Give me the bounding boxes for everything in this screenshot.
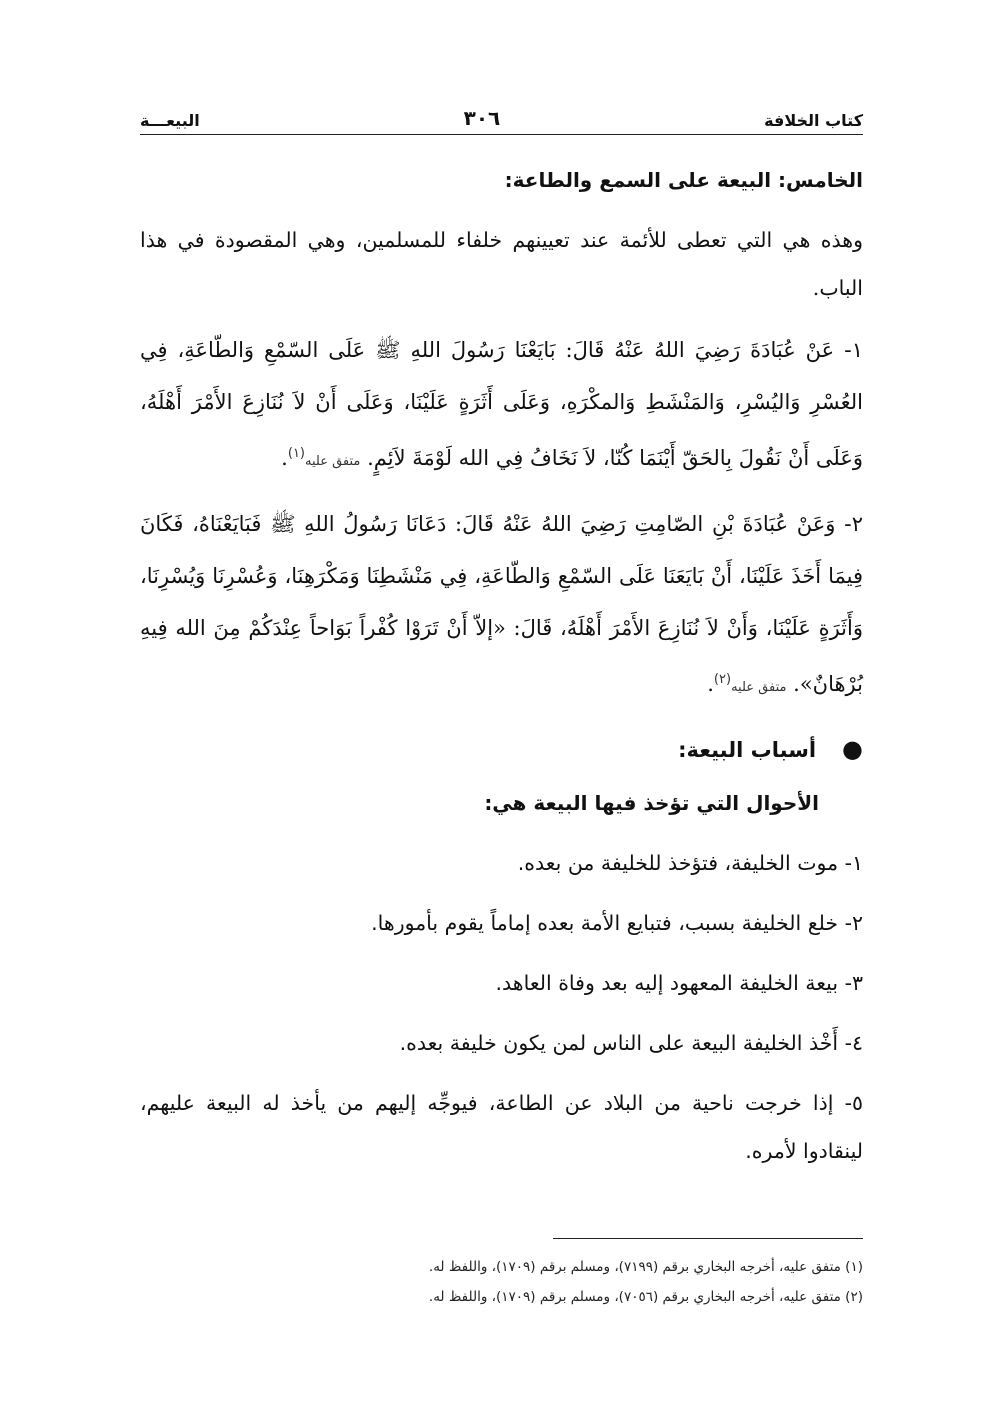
page-body bbox=[140, 158, 863, 1187]
causes-heading bbox=[140, 724, 863, 775]
hadith-text: عَنْ عُبَادَةَ رَضِيَ اللهُ عَنْهُ قَالَ: بَايَعْنَا رَسُولَ اللهِ ﷺ عَلَى السّمْعِ وَالطّاعَةِ، فِي العُسْرِ وَاليُسْرِ، وَالمَنْشَطِ وَالمكْرَهِ، وَعَلَى أَثَرَةٍ عَلَيْنَا، وَعَلَى أَنْ لاَ نُنَازِعَ الأَمْرَ أَهْلَهُ، وَعَلَى أَنْ نَقُولَ بِالحَقّ أَيْنَمَا كُنّا، لاَ نَخَافُ فِي الله لَوْمَةَ لاَئِمٍ. bbox=[140, 338, 863, 470]
hadith-number: ١- bbox=[844, 338, 863, 362]
list-item: ٥- إذا خرجت ناحية من البلاد عن الطاعة، فيوجِّه إليهم من يأخذ له البيعة عليهم، لينقادوا لأمره. bbox=[140, 1091, 863, 1163]
footnote-ref[interactable]: (١) bbox=[287, 446, 305, 461]
footnote-divider bbox=[553, 1238, 863, 1239]
footnote-1: (١) متفق عليه، أخرجه البخاري برقم (٧١٩٩)، ومسلم برقم (١٧٠٩)، واللفظ له. bbox=[428, 1259, 863, 1275]
header-section: البيعـــة bbox=[140, 111, 200, 130]
list-item: ١- موت الخليفة، فتؤخذ للخليفة من بعده. bbox=[517, 851, 863, 875]
section-title: الخامس: البيعة على السمع والطاعة: bbox=[504, 168, 863, 192]
footnotes bbox=[140, 1252, 863, 1312]
causes-subheading: الأحوال التي تؤخذ فيها البيعة هي: bbox=[484, 791, 819, 815]
intro-paragraph: وهذه هي التي تعطى للأئمة عند تعيينهم خلفاء للمسلمين، وهي المقصودة في هذا الباب. bbox=[140, 228, 863, 300]
bullet-dot-icon: ● bbox=[842, 735, 863, 763]
hadith-1: ١- عَنْ عُبَادَةَ رَضِيَ اللهُ عَنْهُ قَالَ: بَايَعْنَا رَسُولَ اللهِ ﷺ عَلَى السّمْعِ وَالطّاعَةِ، فِي العُسْرِ وَاليُسْرِ، وَالمَنْشَطِ وَالمكْرَهِ، وَعَلَى أَثَرَةٍ عَلَيْنَا، وَعَلَى أَنْ لاَ نُنَازِعَ الأَمْرَ أَهْلَهُ، وَعَلَى أَنْ نَقُولَ بِالحَقّ أَيْنَمَا كُنّا، لاَ نَخَافُ فِي الله لَوْمَةَ لاَئِمٍ. متفق عليه$^{(١)}$. bbox=[140, 338, 863, 470]
list-item: ٤- أَخْذ الخليفة البيعة على الناس لمن يكون خليفة بعده. bbox=[399, 1031, 863, 1055]
footnote-2: (٢) متفق عليه، أخرجه البخاري برقم (٧٠٥٦)، ومسلم برقم (١٧٠٩)، واللفظ له. bbox=[428, 1289, 863, 1305]
hadith-source: متفق عليه bbox=[731, 680, 787, 695]
page-number: ٣٠٦ bbox=[463, 106, 501, 130]
hadith-text: وَعَنْ عُبَادَةَ بْنِ الصّامِتِ رَضِيَ اللهُ عَنْهُ قَالَ: دَعَانَا رَسُولُ اللهِ ﷺ فَبَايَعْنَاهُ، فَكَانَ فِيمَا أَخَذَ عَلَيْنَا، أَنْ بَايَعَنَا عَلَى السّمْعِ وَالطّاعَةِ، فِي مَنْشَطِنَا وَمَكْرَهِنَا، وَعُسْرِنَا وَيُسْرِنَا، وَأَثَرَةٍ عَلَيْنَا، وَأَنْ لاَ نُنَازِعَ الأَمْرَ أَهْلَهُ، قَالَ: «إلاّ أَنْ تَرَوْا كُفْراً بَوَاحاً عِنْدَكُمْ مِنَ الله فِيهِ بُرْهَانٌ». bbox=[140, 512, 863, 696]
causes-heading-text: أسباب البيعة: bbox=[678, 738, 817, 762]
header-book-title: كتاب الخلافة bbox=[764, 111, 863, 130]
hadith-source: متفق عليه bbox=[305, 454, 361, 469]
running-header bbox=[140, 100, 863, 135]
hadith-number: ٢- bbox=[844, 512, 863, 536]
footnote-ref[interactable]: (٢) bbox=[713, 672, 732, 687]
hadith-2: ٢- وَعَنْ عُبَادَةَ بْنِ الصّامِتِ رَضِيَ اللهُ عَنْهُ قَالَ: دَعَانَا رَسُولُ اللهِ ﷺ فَبَايَعْنَاهُ، فَكَانَ فِيمَا أَخَذَ عَلَيْنَا، أَنْ بَايَعَنَا عَلَى السّمْعِ وَالطّاعَةِ، فِي مَنْشَطِنَا وَمَكْرَهِنَا، وَعُسْرِنَا وَيُسْرِنَا، وَأَثَرَةٍ عَلَيْنَا، وَأَنْ لاَ نُنَازِعَ الأَمْرَ أَهْلَهُ، قَالَ: «إلاّ أَنْ تَرَوْا كُفْراً بَوَاحاً عِنْدَكُمْ مِنَ الله فِيهِ بُرْهَانٌ». متفق عليه$^{(٢)}$. bbox=[140, 512, 863, 696]
list-item: ٢- خلع الخليفة بسبب، فتبايع الأمة بعده إماماً يقوم بأمورها. bbox=[371, 911, 863, 935]
list-item: ٣- بيعة الخليفة المعهود إليه بعد وفاة العاهد. bbox=[495, 971, 863, 995]
